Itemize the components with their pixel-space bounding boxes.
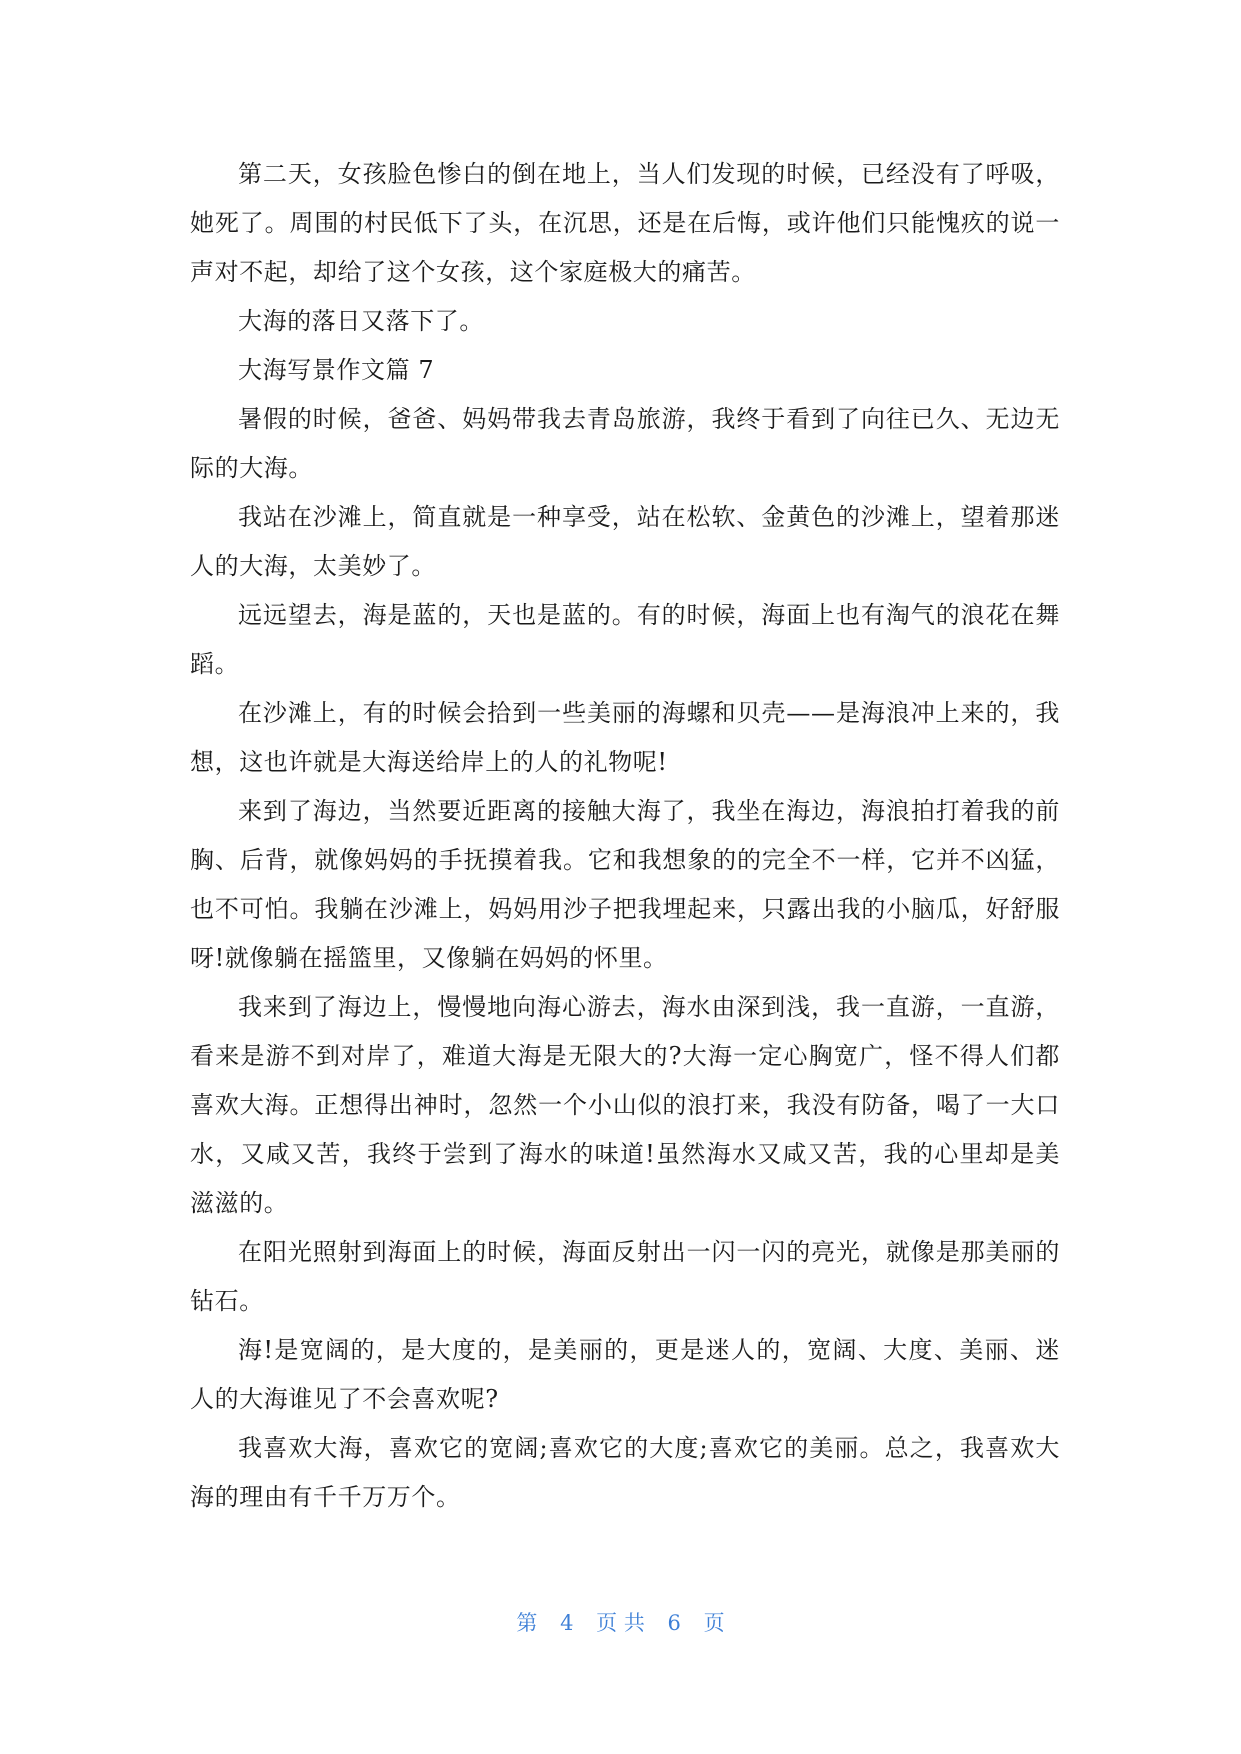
paragraph: 我喜欢大海，喜欢它的宽阔;喜欢它的大度;喜欢它的美丽。总之，我喜欢大海的理由有千千万万个。: [190, 1434, 1060, 1511]
paragraph: 暑假的时候，爸爸、妈妈带我去青岛旅游，我终于看到了向往已久、无边无际的大海。: [190, 405, 1060, 482]
paragraph: 在阳光照射到海面上的时候，海面反射出一闪一闪的亮光，就像是那美丽的钻石。: [190, 1238, 1060, 1315]
section-heading: 大海写景作文篇 7: [238, 356, 435, 384]
paragraph: 在沙滩上，有的时候会拾到一些美丽的海螺和贝壳——是海浪冲上来的，我想，这也许就是大海送给岸上的人的礼物呢!: [190, 699, 1060, 776]
page-footer: [0, 1607, 1241, 1637]
footer-prefix: 第: [516, 1611, 538, 1635]
document-body: [190, 150, 1060, 1522]
footer-suffix: 页: [703, 1611, 725, 1635]
footer-total-pages: 6: [667, 1611, 681, 1635]
paragraph: 大海的落日又落下了。: [238, 307, 484, 335]
paragraph: 第二天，女孩脸色惨白的倒在地上，当人们发现的时候，已经没有了呼吸，她死了。周围的村民低下了头，在沉思，还是在后悔，或许他们只能愧疚的说一声对不起，却给了这个女孩，这个家庭极大的痛苦。: [190, 160, 1060, 286]
footer-middle: 页 共: [596, 1611, 645, 1635]
paragraph: 来到了海边，当然要近距离的接触大海了，我坐在海边，海浪拍打着我的前胸、后背，就像妈妈的手抚摸着我。它和我想象的的完全不一样，它并不凶猛，也不可怕。我躺在沙滩上，妈妈用沙子把我埋起来，只露出我的小脑瓜，好舒服呀!就像躺在摇篮里，又像躺在妈妈的怀里。: [190, 797, 1060, 972]
footer-page-number: 4: [560, 1611, 574, 1635]
paragraph: 远远望去，海是蓝的，天也是蓝的。有的时候，海面上也有淘气的浪花在舞蹈。: [190, 601, 1060, 678]
paragraph: 我来到了海边上，慢慢地向海心游去，海水由深到浅，我一直游，一直游，看来是游不到对岸了，难道大海是无限大的?大海一定心胸宽广，怪不得人们都喜欢大海。正想得出神时，忽然一个小山似的浪打来，我没有防备，喝了一大口水，又咸又苦，我终于尝到了海水的味道!虽然海水又咸又苦，我的心里却是美滋滋的。: [190, 993, 1060, 1217]
paragraph: 海!是宽阔的，是大度的，是美丽的，更是迷人的，宽阔、大度、美丽、迷人的大海谁见了不会喜欢呢?: [190, 1336, 1060, 1413]
paragraph: 我站在沙滩上，简直就是一种享受，站在松软、金黄色的沙滩上，望着那迷人的大海，太美妙了。: [190, 503, 1060, 580]
